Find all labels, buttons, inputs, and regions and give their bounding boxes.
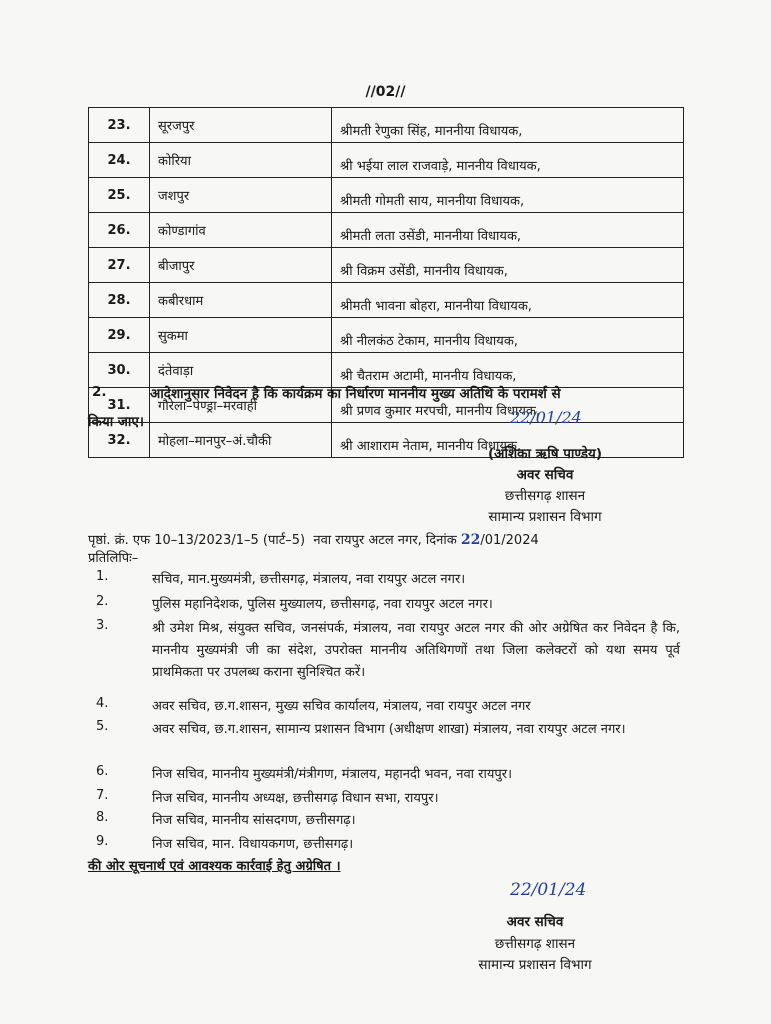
district-name: जशपुर [150, 178, 332, 213]
copy-item-number: 5. [96, 719, 109, 734]
district-name: मोहला–मानपुर–अं.चौकी [150, 423, 332, 458]
reference-day-handwritten: 22 [460, 532, 481, 548]
copy-item-number: 4. [96, 696, 109, 711]
row-number: 32. [89, 423, 150, 458]
reference-date-rest: /01/2024 [480, 533, 539, 548]
copy-item-number: 8. [96, 810, 109, 825]
district-name: दंतेवाड़ा [150, 353, 332, 388]
table-row [89, 178, 684, 213]
copy-item-text: निज सचिव, माननीय मुख्यमंत्री/मंत्रीगण, मंत्रालय, महानदी भवन, नवा रायपुर। [152, 767, 513, 782]
copy-item [96, 618, 680, 706]
table-row [89, 318, 684, 353]
row-number: 24. [89, 143, 150, 178]
copy-item-text: निज सचिव, मान. विधायकगण, छत्तीसगढ़। [152, 837, 354, 852]
district-name: सुकमा [150, 318, 332, 353]
guest-name: श्री विक्रम उसेंडी, माननीय विधायक, [332, 248, 684, 283]
copy-item-number: 1. [96, 569, 109, 584]
copy-item-text: निज सचिव, माननीय अध्यक्ष, छत्तीसगढ़ विधान सभा, रायपुर। [152, 791, 439, 806]
district-guest-table [88, 107, 684, 458]
guest-name: श्री नीलकंठ टेकाम, माननीय विधायक, [332, 318, 684, 353]
reference-line [88, 530, 539, 548]
copy-item [96, 569, 676, 591]
signatory2-govt: छत्तीसगढ़ शासन [494, 936, 576, 952]
copy-item [96, 834, 676, 856]
signatory-dept: सामान्य प्रशासन विभाग [488, 509, 602, 525]
row-number: 27. [89, 248, 150, 283]
copy-item-number: 7. [96, 788, 109, 803]
signature-1: 22/01/24 [510, 408, 582, 427]
copy-item-text: अवर सचिव, छ.ग.शासन, मुख्य सचिव कार्यालय, मंत्रालय, नवा रायपुर अटल नगर [152, 699, 531, 714]
copy-item-number: 3. [96, 618, 109, 633]
forward-note: की ओर सूचनार्थ एवं आवश्यक कार्रवाई हेतु अग्रेषित । [88, 859, 341, 874]
table-row [89, 143, 684, 178]
district-name: बीजापुर [150, 248, 332, 283]
row-number: 26. [89, 213, 150, 248]
copy-item-number: 9. [96, 834, 109, 849]
table-row [89, 213, 684, 248]
signatory2-designation: अवर सचिव [506, 914, 564, 930]
guest-name: श्री आशाराम नेताम, माननीय विधायक, [332, 423, 684, 458]
signature-2: 22/01/24 [510, 880, 587, 900]
para2-line1: आदेशानुसार निवेदन है कि कार्यक्रम का निर्धारण माननीय मुख्य अतिथि के परामर्श से [150, 386, 561, 402]
guest-name: श्रीमती गोमती साय, माननीया विधायक, [332, 178, 684, 213]
para2-line2: किया जाए। [88, 414, 144, 430]
row-number: 25. [89, 178, 150, 213]
copy-item-text: पुलिस महानिदेशक, पुलिस मुख्यालय, छत्तीसगढ़, नवा रायपुर अटल नगर। [152, 597, 493, 612]
district-name: कोण्डागांव [150, 213, 332, 248]
copy-item-text: निज सचिव, माननीय सांसदगण, छत्तीसगढ़। [152, 813, 356, 828]
table-row [89, 248, 684, 283]
copy-item-text: अवर सचिव, छ.ग.शासन, सामान्य प्रशासन विभाग (अधीक्षण शाखा) मंत्रालय, नवा रायपुर अटल नगर। [152, 722, 626, 737]
para2-number: 2. [92, 384, 107, 400]
page-marker: //02// [365, 84, 406, 100]
guest-name: श्रीमती लता उसेंडी, माननीया विधायक, [332, 213, 684, 248]
copy-item-number: 6. [96, 764, 109, 779]
copy-label: प्रतिलिपिः– [88, 551, 139, 566]
table-row [89, 283, 684, 318]
copy-item [96, 696, 676, 718]
copy-item [96, 594, 676, 616]
guest-name: श्रीमती रेणुका सिंह, माननीया विधायक, [332, 108, 684, 143]
row-number: 29. [89, 318, 150, 353]
copy-item-text: श्री उमेश मिश्र, संयुक्त सचिव, जनसंपर्क, मंत्रालय, नवा रायपुर अटल नगर की ओर अग्रेषित कर निवेदन है कि, माननीय मुख्यमंत्री जी का संदेश, उपरोक्त माननीय अतिथिगणों तथा जिला कलेक्टरों को यथा समय पूर्व प्राथमिकता पर उपलब्ध कराना सुनिश्चित करें। [152, 621, 680, 680]
copy-item [96, 764, 676, 786]
row-number: 31. [89, 388, 150, 423]
copy-item-text: सचिव, मान.मुख्यमंत्री, छत्तीसगढ़, मंत्रालय, नवा रायपुर अटल नगर। [152, 572, 466, 587]
guest-name: श्री भईया लाल राजवाड़े, माननीय विधायक, [332, 143, 684, 178]
reference-text: पृष्ठां. क्रं. एफ 10–13/2023/1–5 (पार्ट–5) नवा रायपुर अटल नगर, दिनांक [88, 533, 461, 548]
guest-name: श्री प्रणव कुमार मरपची, माननीय विधायक, [332, 388, 684, 423]
district-name: सूरजपुर [150, 108, 332, 143]
guest-name: श्री चैतराम अटामी, माननीय विधायक, [332, 353, 684, 388]
district-name: गौरेला–पेण्ड्रा–मरवाही [150, 388, 332, 423]
signatory-govt: छत्तीसगढ़ शासन [504, 488, 586, 504]
row-number: 23. [89, 108, 150, 143]
district-name: कबीरधाम [150, 283, 332, 318]
row-number: 30. [89, 353, 150, 388]
signatory2-dept: सामान्य प्रशासन विभाग [478, 957, 592, 973]
row-number: 28. [89, 283, 150, 318]
district-name: कोरिया [150, 143, 332, 178]
signatory-name: (अंशिका ऋषि पाण्डेय) [487, 446, 603, 462]
table-row [89, 108, 684, 143]
copy-item [96, 810, 676, 832]
copy-item [96, 788, 676, 810]
table-row [89, 353, 684, 388]
guest-name: श्रीमती भावना बोहरा, माननीया विधायक, [332, 283, 684, 318]
signatory-designation: अवर सचिव [516, 467, 574, 483]
copy-item-number: 2. [96, 594, 109, 609]
copy-item [96, 719, 676, 763]
